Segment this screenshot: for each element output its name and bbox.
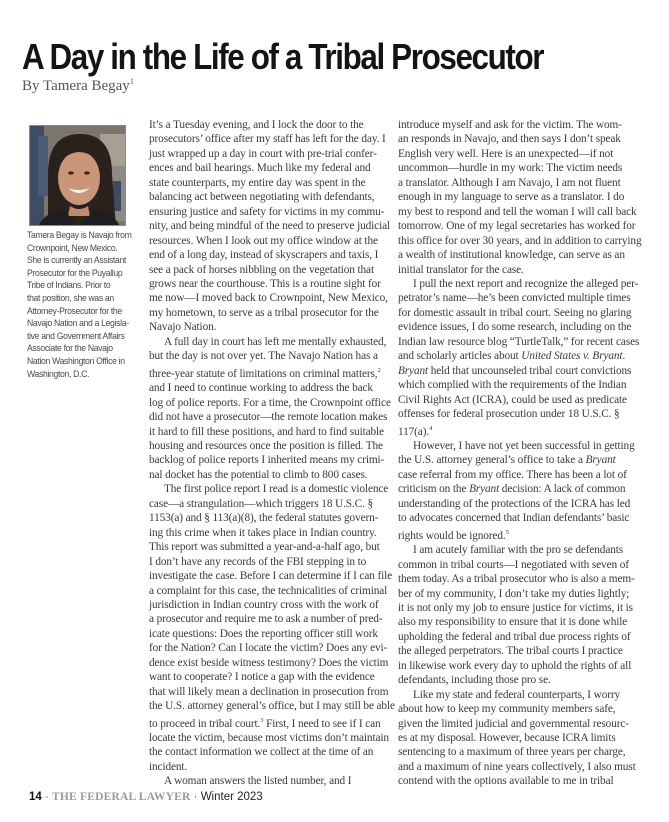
line-text: Indian law resource blog “TurtleTalk,” for recent cases <box>398 335 640 348</box>
text-line <box>149 555 394 569</box>
paragraph-start-line <box>398 543 648 557</box>
line-text: incident. <box>149 760 188 773</box>
text-line <box>398 468 648 482</box>
line-text-continued: First, I need to see if I can <box>263 717 381 730</box>
text-line <box>398 453 648 467</box>
text-line <box>398 572 648 586</box>
text-line <box>149 205 394 219</box>
text-line <box>398 132 648 146</box>
author-bio <box>27 229 139 380</box>
text-line <box>398 745 648 759</box>
line-text: locate the victim, because most victims don’t maintain <box>149 732 389 745</box>
line-text: for domestic assault in tribal court. Seeing no glaring <box>398 306 632 319</box>
line-text: housing and resources once the position is filled. The <box>149 439 383 452</box>
line-text: 117(a). <box>398 425 430 438</box>
line-text: an responds in Navajo, and then says I don’t speak <box>398 133 621 146</box>
line-text: resources. When I look out my office window at the <box>149 234 378 247</box>
line-text: However, I have not yet been successful in getting <box>413 439 635 452</box>
line-text: ing this crime when it takes place in Indian country. <box>149 526 377 539</box>
bio-line: Prosecutor for the Puyallup <box>27 266 123 278</box>
line-text: the U.S. attorney general’s office, but I may still be able <box>149 700 395 713</box>
line-text: enough in my language to serve as a translator. I do <box>398 191 625 204</box>
line-text: defendants, including those pro se. <box>398 674 551 687</box>
line-text: a wealth of institutional knowledge, can serve as an <box>398 249 625 262</box>
text-line <box>149 497 394 511</box>
text-line <box>149 410 394 424</box>
author-portrait-photo-icon <box>30 126 126 226</box>
text-line <box>149 685 394 699</box>
line-text-continued: held that uncounseled tribal court convictions <box>428 364 632 377</box>
text-line <box>398 161 648 175</box>
text-line <box>398 349 648 363</box>
line-text: this office for over 30 years, and in addition to carrying <box>398 234 642 247</box>
text-line <box>149 219 394 233</box>
text-line <box>149 190 394 204</box>
text-line <box>398 190 648 204</box>
footer-separator: · <box>41 791 53 803</box>
line-text-continued: decision: A lack of common <box>499 483 626 496</box>
footnote-marker: 5 <box>505 528 509 536</box>
line-text: but the day is not over yet. The Navajo Nation has a <box>149 350 378 363</box>
bio-line: Crownpoint, New Mexico. <box>27 241 118 253</box>
text-line <box>398 702 648 716</box>
line-text: the U.S. attorney general’s office to take a <box>398 454 586 467</box>
text-line <box>149 731 394 745</box>
issue-date: Winter 2023 <box>200 791 263 803</box>
line-text: them today. As a tribal prosecutor who is also a mem- <box>398 573 635 586</box>
text-line <box>149 118 394 132</box>
line-text: icate questions: Does the reporting officer still work <box>149 627 378 640</box>
line-text: end of a long day, instead of skyscrapers and taxis, I <box>149 249 379 262</box>
text-line <box>398 118 648 132</box>
text-line <box>398 497 648 511</box>
text-line <box>398 263 648 277</box>
line-text: A woman answers the listed number, and I <box>164 775 352 788</box>
line-text: introduce myself and ask for the victim. The wom- <box>398 119 622 131</box>
line-text: I don’t have any records of the FBI stepping in to <box>149 555 367 568</box>
text-line <box>398 234 648 248</box>
page-footer <box>29 791 263 803</box>
footer-separator: · <box>190 791 201 803</box>
line-text: my hometown, to serve as a tribal prosecutor for the <box>149 306 379 319</box>
text-line <box>398 760 648 774</box>
line-text: to advocates concerned that Indian defendants’ basic <box>398 512 630 525</box>
line-text: did not have a prosecutor—the remote location makes <box>149 411 388 424</box>
text-line <box>149 670 394 684</box>
line-text: case—a strangulation—which triggers 18 U.S.C. § <box>149 497 374 510</box>
text-line <box>149 381 394 395</box>
byline <box>22 77 134 95</box>
text-line <box>398 219 648 233</box>
line-text: for the Nation? Can I locate the victim? Does any evi- <box>149 642 388 655</box>
text-line <box>398 364 648 378</box>
line-text: log of police reports. For a time, the Crownpoint office <box>149 396 391 409</box>
line-text: nity, and being mindful of the need to preserve judicial <box>149 220 391 233</box>
text-line <box>149 612 394 626</box>
bio-line: Nation Washington Office in <box>27 354 125 366</box>
text-line <box>149 569 394 583</box>
line-text: ber of my community, I don’t take my duties lightly; <box>398 587 630 600</box>
text-line <box>398 615 648 629</box>
line-text: and a maximum of nine years collectively, I also must <box>398 760 636 773</box>
author-photo <box>29 125 126 226</box>
line-text: me now—I moved back to Crownpoint, New Mexico, <box>149 292 388 305</box>
text-line <box>398 335 648 349</box>
bio-line: Navajo Nation and a Legisla- <box>27 317 129 329</box>
line-text: my best to respond and tell the woman I will call back <box>398 205 637 218</box>
bio-line: Tamera Begay is Navajo from <box>27 229 132 240</box>
text-line <box>398 205 648 219</box>
paragraph-start-line <box>149 774 394 788</box>
text-line <box>398 630 648 644</box>
author-name: By Tamera Begay <box>22 78 130 94</box>
line-text: state counterparts, my entire day was spent in the <box>149 176 366 189</box>
line-text: backlog of police reports I inherited means my crimi- <box>149 454 385 467</box>
line-text: Civil Rights Act (ICRA), could be used as predicate <box>398 393 627 406</box>
line-text: that will likely mean a declination in prosecution from <box>149 685 389 698</box>
line-text: The first police report I read is a domestic violence <box>164 483 389 496</box>
text-line <box>398 393 648 407</box>
text-line <box>398 601 648 615</box>
line-text: A full day in court has left me mentally exhausted, <box>164 335 387 348</box>
line-text: want to cooperate? I notice a gap with the evidence <box>149 671 375 684</box>
text-line <box>398 378 648 392</box>
text-line <box>149 263 394 277</box>
line-text: criticism on the <box>398 483 470 496</box>
line-text: a translator. Although I am Navajo, I am not fluent <box>398 176 621 189</box>
line-text: it is not only my job to ensure justice for victims, it is <box>398 601 633 614</box>
line-text: the contact information we collect at the time of an <box>149 746 374 759</box>
case-name-italic: Bryant <box>469 483 500 496</box>
text-line <box>149 425 394 439</box>
line-text: initial translator for the case. <box>398 263 524 276</box>
line-text: It’s a Tuesday evening, and I lock the door to the <box>149 119 364 131</box>
text-line <box>149 147 394 161</box>
text-line <box>149 161 394 175</box>
text-line <box>398 320 648 334</box>
line-text-continued: . <box>622 350 626 363</box>
page-number: 14 <box>29 791 42 803</box>
text-line <box>149 627 394 641</box>
text-line <box>398 422 648 439</box>
line-text: which complied with the requirements of the Indian <box>398 379 627 392</box>
line-text: 1153(a) and § 113(a)(8), the federal statutes govern- <box>149 512 379 525</box>
line-text: uncommon—hurdle in my work: The victim needs <box>398 162 623 175</box>
line-text: grows near the courthouse. This is a routine sight for <box>149 277 381 290</box>
text-line <box>149 248 394 262</box>
line-text: in likewise work every day to uphold the rights of all <box>398 659 632 672</box>
article-column-1 <box>149 118 394 789</box>
line-text: given the limited judicial and governmental resourc- <box>398 717 629 730</box>
line-text: ensuring justice and safety for victims in my commu- <box>149 205 385 218</box>
paragraph-start-line <box>149 335 394 349</box>
line-text: just wrapped up a day in court with pre-trial confer- <box>149 147 377 160</box>
text-line <box>149 396 394 410</box>
text-line <box>398 774 648 788</box>
publication-name: THE FEDERAL LAWYER <box>52 791 191 803</box>
text-line <box>149 291 394 305</box>
line-text: balancing act between negotiating with defendants, <box>149 191 375 204</box>
line-text: and scholarly articles about <box>398 350 522 363</box>
text-line <box>149 511 394 525</box>
text-line <box>398 482 648 496</box>
text-line <box>398 291 648 305</box>
line-text: I am acutely familiar with the pro se defendants <box>413 544 624 557</box>
text-line <box>149 349 394 363</box>
line-text: Like my state and federal counterparts, I worry <box>413 688 621 701</box>
footnote-marker: 3 <box>260 716 264 724</box>
line-text: rights would be ignored. <box>398 529 506 542</box>
bio-line: Attorney-Prosecutor for the <box>27 304 122 316</box>
line-text: a prosecutor and require me to ask a number of pred- <box>149 613 383 626</box>
bio-line: Tribe of Indians. Prior to <box>27 279 111 291</box>
footnote-marker: 4 <box>429 424 433 432</box>
line-text: understanding of the protections of the ICRA has led <box>398 497 631 510</box>
line-text: also my responsibility to ensure that it is done while <box>398 616 628 629</box>
text-line <box>149 699 394 713</box>
bio-line: She is currently an Assistant <box>27 254 127 266</box>
text-line <box>149 584 394 598</box>
line-text: tomorrow. One of my legal secretaries has worked for <box>398 220 636 233</box>
footnote-marker: 2 <box>377 366 381 374</box>
line-text: evidence issues, I do some research, including on the <box>398 321 632 334</box>
line-text: I pull the next report and recognize the alleged per- <box>413 277 639 290</box>
line-text: it hard to fill these positions, and hard to find suitable <box>149 425 384 438</box>
text-line <box>149 176 394 190</box>
line-text: upholding the federal and tribal due process rights of <box>398 630 631 643</box>
bio-line: tive and Government Affairs <box>27 329 125 341</box>
line-text: three-year statute of limitations on criminal matters, <box>149 367 378 380</box>
line-text: ences and bail hearings. Much like my federal and <box>149 162 371 175</box>
text-line <box>398 558 648 572</box>
line-text: contend with the options available to me in tribal <box>398 775 614 788</box>
text-line <box>149 468 394 482</box>
case-name-italic: Bryant <box>398 364 429 377</box>
bio-line: that position, she was an <box>27 291 114 303</box>
bio-line: Washington, D.C. <box>27 367 90 379</box>
article-column-2 <box>398 118 648 789</box>
text-line <box>149 745 394 759</box>
text-line <box>149 277 394 291</box>
text-line <box>398 659 648 673</box>
text-line <box>149 234 394 248</box>
line-text: jurisdiction in Indian country cross with the work of <box>149 598 379 611</box>
text-line <box>149 526 394 540</box>
line-text: nal docket has the potential to climb to 800 cases. <box>149 468 368 481</box>
line-text: This report was submitted a year-and-a-half ago, but <box>149 541 380 554</box>
line-text: to proceed in tribal court. <box>149 717 261 730</box>
text-line <box>398 526 648 543</box>
case-name-italic: Bryant <box>585 454 616 467</box>
line-text: dence exist beside witness testimony? Does the victim <box>149 656 389 669</box>
text-line <box>149 656 394 670</box>
text-line <box>398 176 648 190</box>
text-line <box>149 439 394 453</box>
line-text: sentencing to a maximum of three years per charge, <box>398 746 626 759</box>
text-line <box>398 407 648 421</box>
text-line <box>149 306 394 320</box>
case-name-italic: United States v. Bryant <box>521 350 623 363</box>
text-line <box>149 453 394 467</box>
line-text: English very well. Here is an unexpected—if not <box>398 147 614 160</box>
bio-line: Associate for the Navajo <box>27 342 113 354</box>
article-title: A Day in the Life of a Tribal Prosecutor <box>22 36 544 77</box>
line-text: petrator’s name—he’s been convicted multiple times <box>398 292 631 305</box>
text-line <box>398 511 648 525</box>
line-text: a complaint for this case, the technicalities of criminal <box>149 584 388 597</box>
text-line <box>398 147 648 161</box>
line-text: about how to keep my community members safe, <box>398 703 616 716</box>
text-line <box>149 132 394 146</box>
paragraph-start-line <box>398 277 648 291</box>
text-line <box>149 714 394 731</box>
text-line <box>398 587 648 601</box>
line-text: case referral from my office. There has been a lot of <box>398 468 627 481</box>
line-text: investigate the case. Before I can determine if I can file <box>149 570 393 583</box>
text-line <box>398 731 648 745</box>
text-line <box>398 306 648 320</box>
line-text: common in tribal courts—I negotiated with seven of <box>398 558 629 571</box>
text-line <box>398 644 648 658</box>
line-text: and I need to continue working to address the back <box>149 382 373 395</box>
line-text: see a pack of horses nibbling on the vegetation that <box>149 263 374 276</box>
text-line <box>149 320 394 334</box>
line-text: es at my disposal. However, because ICRA limits <box>398 732 616 745</box>
paragraph-start-line <box>398 688 648 702</box>
text-line <box>398 673 648 687</box>
line-text: the alleged perpetrators. The tribal courts I practice <box>398 645 623 658</box>
line-text: Navajo Nation. <box>149 321 217 334</box>
text-line <box>149 598 394 612</box>
line-text: offenses for federal prosecution under 18 U.S.C. § <box>398 408 620 421</box>
text-line <box>149 364 394 381</box>
paragraph-start-line <box>149 482 394 496</box>
line-text: prosecutors’ office after my staff has left for the day. I <box>149 133 386 146</box>
paragraph-start-line <box>398 439 648 453</box>
text-line <box>149 641 394 655</box>
text-line <box>149 540 394 554</box>
text-line <box>398 248 648 262</box>
text-line <box>398 717 648 731</box>
footnote-marker: 1 <box>129 77 134 86</box>
text-line <box>149 760 394 774</box>
